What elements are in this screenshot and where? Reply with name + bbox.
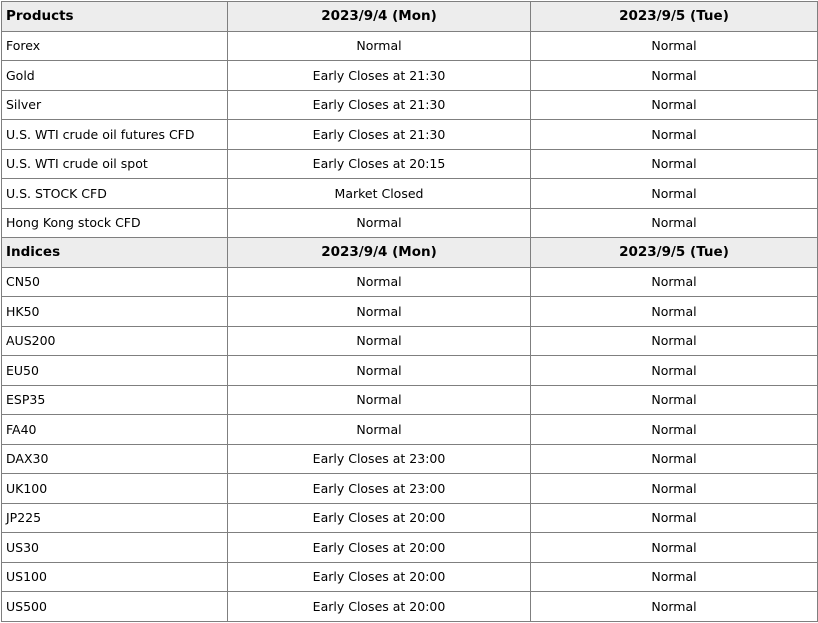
index-name-cell: CN50 [2, 267, 228, 297]
status-cell-tue: Normal [531, 385, 818, 415]
table-row [2, 474, 818, 504]
table-row [2, 533, 818, 563]
status-cell-mon: Early Closes at 20:00 [228, 562, 531, 592]
status-cell-tue: Normal [531, 503, 818, 533]
status-cell-mon: Early Closes at 20:00 [228, 592, 531, 622]
status-cell-mon: Early Closes at 21:30 [228, 61, 531, 91]
status-cell-tue: Normal [531, 267, 818, 297]
table-row [2, 503, 818, 533]
index-name-cell: JP225 [2, 503, 228, 533]
index-name-cell: FA40 [2, 415, 228, 445]
status-cell-tue: Normal [531, 444, 818, 474]
status-cell-mon: Early Closes at 21:30 [228, 90, 531, 120]
status-cell-tue: Normal [531, 326, 818, 356]
status-cell-mon: Normal [228, 31, 531, 61]
status-cell-mon: Early Closes at 20:00 [228, 503, 531, 533]
product-name-cell: U.S. WTI crude oil spot [2, 149, 228, 179]
product-name-cell: Hong Kong stock CFD [2, 208, 228, 238]
header-cell-date-tue: 2023/9/5 (Tue) [531, 2, 818, 32]
table-row [2, 444, 818, 474]
table-row [2, 179, 818, 209]
indices-header-row [2, 238, 818, 268]
index-name-cell: DAX30 [2, 444, 228, 474]
status-cell-tue: Normal [531, 90, 818, 120]
table-row [2, 208, 818, 238]
trading-schedule-table [1, 1, 818, 622]
status-cell-tue: Normal [531, 61, 818, 91]
table-row [2, 297, 818, 327]
product-name-cell: Forex [2, 31, 228, 61]
status-cell-tue: Normal [531, 415, 818, 445]
status-cell-tue: Normal [531, 297, 818, 327]
index-name-cell: US500 [2, 592, 228, 622]
header-cell-category: Indices [2, 238, 228, 268]
table-row [2, 90, 818, 120]
status-cell-tue: Normal [531, 179, 818, 209]
status-cell-mon: Normal [228, 415, 531, 445]
status-cell-tue: Normal [531, 120, 818, 150]
status-cell-tue: Normal [531, 149, 818, 179]
table-row [2, 592, 818, 622]
status-cell-tue: Normal [531, 533, 818, 563]
table-row [2, 267, 818, 297]
product-name-cell: U.S. STOCK CFD [2, 179, 228, 209]
index-name-cell: UK100 [2, 474, 228, 504]
status-cell-tue: Normal [531, 356, 818, 386]
status-cell-mon: Early Closes at 20:00 [228, 533, 531, 563]
status-cell-mon: Normal [228, 356, 531, 386]
status-cell-mon: Normal [228, 297, 531, 327]
table-row [2, 31, 818, 61]
table-row [2, 326, 818, 356]
status-cell-mon: Early Closes at 20:15 [228, 149, 531, 179]
table-row [2, 61, 818, 91]
status-cell-tue: Normal [531, 474, 818, 504]
index-name-cell: US30 [2, 533, 228, 563]
table-row [2, 120, 818, 150]
table-row [2, 415, 818, 445]
index-name-cell: EU50 [2, 356, 228, 386]
product-name-cell: Gold [2, 61, 228, 91]
index-name-cell: AUS200 [2, 326, 228, 356]
index-name-cell: ESP35 [2, 385, 228, 415]
products-header-row [2, 2, 818, 32]
table-row [2, 149, 818, 179]
status-cell-mon: Normal [228, 208, 531, 238]
status-cell-mon: Normal [228, 385, 531, 415]
status-cell-tue: Normal [531, 31, 818, 61]
header-cell-date-mon: 2023/9/4 (Mon) [228, 238, 531, 268]
product-name-cell: Silver [2, 90, 228, 120]
status-cell-mon: Normal [228, 267, 531, 297]
header-cell-date-mon: 2023/9/4 (Mon) [228, 2, 531, 32]
product-name-cell: U.S. WTI crude oil futures CFD [2, 120, 228, 150]
status-cell-tue: Normal [531, 208, 818, 238]
table-row [2, 356, 818, 386]
status-cell-tue: Normal [531, 592, 818, 622]
header-cell-date-tue: 2023/9/5 (Tue) [531, 238, 818, 268]
status-cell-mon: Normal [228, 326, 531, 356]
table-row [2, 562, 818, 592]
table-row [2, 385, 818, 415]
header-cell-category: Products [2, 2, 228, 32]
index-name-cell: US100 [2, 562, 228, 592]
index-name-cell: HK50 [2, 297, 228, 327]
status-cell-mon: Early Closes at 21:30 [228, 120, 531, 150]
status-cell-tue: Normal [531, 562, 818, 592]
status-cell-mon: Early Closes at 23:00 [228, 444, 531, 474]
status-cell-mon: Early Closes at 23:00 [228, 474, 531, 504]
status-cell-mon: Market Closed [228, 179, 531, 209]
